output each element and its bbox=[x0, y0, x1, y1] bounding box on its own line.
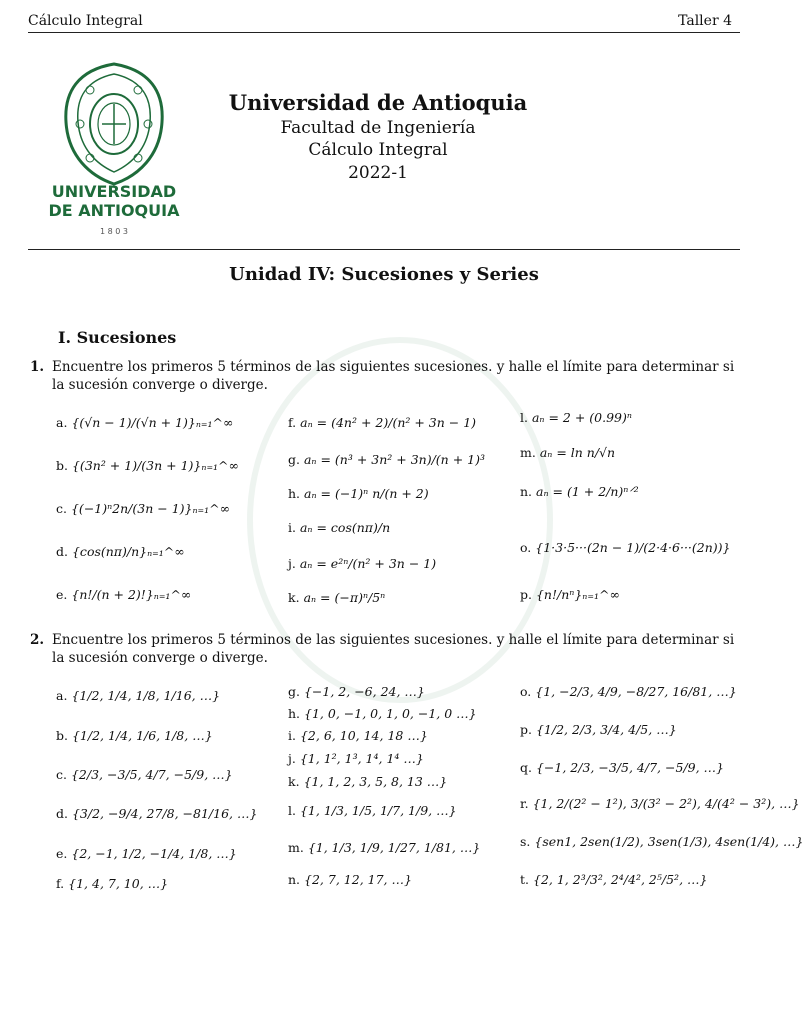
exercise-expression: aₙ = cos(nπ)/n bbox=[299, 520, 391, 535]
exercise-item bbox=[56, 846, 237, 861]
problem-statement: Encuentre los primeros 5 términos de las siguientes sucesiones. y halle el límite para determinar si la sucesión converge o diverge. bbox=[52, 359, 735, 393]
exercise-item bbox=[520, 872, 707, 887]
exercise-expression: {2, 6, 10, 14, 18 …} bbox=[299, 728, 428, 743]
exercise-expression: {n!/nⁿ}ₙ₌₁^∞ bbox=[535, 587, 620, 602]
exercise-expression: {1, 1/3, 1/9, 1/27, 1/81, …} bbox=[307, 840, 481, 855]
exercise-label: j. bbox=[288, 751, 296, 766]
exercise-item bbox=[56, 415, 233, 430]
exercise-label: n. bbox=[288, 872, 301, 887]
exercise-expression: {1, 2/(2² − 1²), 3/(3² − 2²), 4/(4² − 3²), …} bbox=[532, 796, 800, 811]
exercise-item bbox=[288, 556, 436, 571]
exercise-label: h. bbox=[288, 706, 301, 721]
problem-2 bbox=[30, 631, 742, 671]
institution-name: Universidad de Antioquia bbox=[228, 90, 528, 115]
exercise-expression: {2, 1, 2³/3², 2⁴/4², 2⁵/5², …} bbox=[533, 872, 708, 887]
exercise-expression: {1, 0, −1, 0, 1, 0, −1, 0 …} bbox=[304, 706, 477, 721]
exercise-item bbox=[288, 520, 390, 535]
exercise-label: c. bbox=[56, 767, 67, 782]
exercise-item bbox=[288, 728, 428, 743]
exercise-expression: {1, 4, 7, 10, …} bbox=[68, 876, 169, 891]
exercise-item bbox=[56, 767, 233, 782]
exercise-item bbox=[56, 728, 213, 743]
exercise-label: r. bbox=[520, 796, 529, 811]
exercise-label: m. bbox=[288, 840, 304, 855]
exercise-label: a. bbox=[56, 415, 68, 430]
exercise-item bbox=[288, 706, 477, 721]
exercise-label: t. bbox=[520, 872, 529, 887]
exercise-item bbox=[56, 544, 185, 559]
title-rule bbox=[28, 249, 740, 250]
exercise-item bbox=[56, 806, 257, 821]
exercise-label: f. bbox=[288, 415, 297, 430]
logo-text-line1: UNIVERSIDAD bbox=[51, 182, 177, 201]
problem-1 bbox=[30, 358, 742, 398]
exercise-item bbox=[520, 445, 615, 460]
exercise-label: i. bbox=[288, 728, 296, 743]
exercise-item bbox=[520, 834, 803, 849]
exercise-expression: {n!/(n + 2)!}ₙ₌₁^∞ bbox=[71, 587, 192, 602]
exercise-label: l. bbox=[288, 803, 296, 818]
exercise-expression: aₙ = e²ⁿ/(n² + 3n − 1) bbox=[299, 556, 437, 571]
exercise-label: a. bbox=[56, 688, 68, 703]
exercise-label: e. bbox=[56, 587, 68, 602]
running-header-left: Cálculo Integral bbox=[28, 13, 143, 29]
exercise-expression: {1/2, 2/3, 3/4, 4/5, …} bbox=[535, 722, 677, 737]
exercise-expression: {1, −2/3, 4/9, −8/27, 16/81, …} bbox=[535, 684, 737, 699]
exercise-label: g. bbox=[288, 684, 300, 699]
exercise-item bbox=[288, 840, 480, 855]
exercise-label: n. bbox=[520, 484, 533, 499]
exercise-expression: aₙ = (n³ + 3n² + 3n)/(n + 1)³ bbox=[303, 452, 485, 467]
exercise-expression: aₙ = (1 + 2/n)ⁿᐟ² bbox=[536, 484, 639, 499]
university-logo bbox=[50, 60, 178, 236]
exercise-item bbox=[56, 587, 191, 602]
exercise-label: s. bbox=[520, 834, 531, 849]
problem-number: 1. bbox=[30, 359, 45, 375]
course-name: Cálculo Integral bbox=[308, 140, 448, 160]
exercise-item bbox=[288, 872, 412, 887]
exercise-label: h. bbox=[288, 486, 301, 501]
exercise-item bbox=[288, 684, 425, 699]
exercise-item bbox=[520, 796, 800, 811]
problem-statement: Encuentre los primeros 5 términos de las siguientes sucesiones. y halle el límite para determinar si la sucesión converge o diverge. bbox=[52, 632, 735, 666]
exercise-item bbox=[288, 590, 385, 605]
problem-number: 2. bbox=[30, 632, 45, 648]
exercise-item bbox=[288, 774, 447, 789]
exercise-expression: {(√n − 1)/(√n + 1)}ₙ₌₁^∞ bbox=[71, 415, 234, 430]
exercise-expression: {3/2, −9/4, 27/8, −81/16, …} bbox=[71, 806, 258, 821]
exercise-item bbox=[288, 751, 424, 766]
exercise-expression: {1/2, 1/4, 1/6, 1/8, …} bbox=[71, 728, 213, 743]
exercise-item bbox=[520, 410, 632, 425]
exercise-expression: {1, 1/3, 1/5, 1/7, 1/9, …} bbox=[299, 803, 457, 818]
logo-text-line2: DE ANTIOQUIA bbox=[48, 201, 180, 220]
exercise-expression: {2, −1, 1/2, −1/4, 1/8, …} bbox=[71, 846, 237, 861]
logo-year: 1 8 0 3 bbox=[100, 227, 128, 236]
exercise-label: d. bbox=[56, 806, 68, 821]
exercise-expression: {cos(nπ)/n}ₙ₌₁^∞ bbox=[71, 544, 185, 559]
exercise-label: e. bbox=[56, 846, 68, 861]
exercise-label: b. bbox=[56, 458, 68, 473]
exercise-label: k. bbox=[288, 590, 300, 605]
exercise-label: g. bbox=[288, 452, 300, 467]
exercise-label: p. bbox=[520, 722, 532, 737]
exercise-expression: {2, 7, 12, 17, …} bbox=[304, 872, 412, 887]
exercise-label: b. bbox=[56, 728, 68, 743]
exercise-label: c. bbox=[56, 501, 67, 516]
exercise-label: j. bbox=[288, 556, 296, 571]
faculty-name: Facultad de Ingeniería bbox=[280, 118, 476, 138]
exercise-expression: {1/2, 1/4, 1/8, 1/16, …} bbox=[71, 688, 221, 703]
exercise-expression: {(3n² + 1)/(3n + 1)}ₙ₌₁^∞ bbox=[71, 458, 239, 473]
exercise-expression: {1, 1, 2, 3, 5, 8, 13 …} bbox=[303, 774, 448, 789]
exercise-expression: {−1, 2/3, −3/5, 4/7, −5/9, …} bbox=[535, 760, 724, 775]
exercise-item bbox=[288, 415, 476, 430]
exercise-item bbox=[56, 688, 220, 703]
exercise-expression: {sen1, 2sen(1/2), 3sen(1/3), 4sen(1/4), …} bbox=[534, 834, 803, 849]
exercise-expression: {1, 1², 1³, 1⁴, 1⁴ …} bbox=[299, 751, 424, 766]
exercise-item bbox=[520, 684, 737, 699]
exercise-label: f. bbox=[56, 876, 65, 891]
exercise-expression: aₙ = (−π)ⁿ/5ⁿ bbox=[303, 590, 386, 605]
exercise-label: i. bbox=[288, 520, 296, 535]
exercise-label: d. bbox=[56, 544, 68, 559]
exercise-label: k. bbox=[288, 774, 300, 789]
section-title: I. Sucesiones bbox=[58, 328, 177, 347]
exercise-label: p. bbox=[520, 587, 532, 602]
exercise-label: o. bbox=[520, 684, 532, 699]
exercise-item bbox=[56, 501, 230, 516]
exercise-expression: aₙ = ln n/√n bbox=[539, 445, 616, 460]
exercise-label: m. bbox=[520, 445, 536, 460]
exercise-item bbox=[288, 452, 485, 467]
exercise-item bbox=[520, 587, 620, 602]
exercise-item bbox=[520, 722, 677, 737]
exercise-expression: aₙ = 2 + (0.99)ⁿ bbox=[531, 410, 632, 425]
exercise-item bbox=[288, 803, 457, 818]
exercise-expression: aₙ = (−1)ⁿ n/(n + 2) bbox=[304, 486, 429, 501]
exercise-label: q. bbox=[520, 760, 532, 775]
exercise-expression: aₙ = (4n² + 2)/(n² + 3n − 1) bbox=[300, 415, 477, 430]
exercise-label: o. bbox=[520, 540, 532, 555]
exercise-expression: {2/3, −3/5, 4/7, −5/9, …} bbox=[70, 767, 233, 782]
header-rule bbox=[28, 32, 740, 33]
term: 2022-1 bbox=[348, 163, 408, 183]
exercise-expression: {(−1)ⁿ2n/(3n − 1)}ₙ₌₁^∞ bbox=[70, 501, 231, 516]
exercise-expression: {1·3·5···(2n − 1)/(2·4·6···(2n))} bbox=[535, 540, 731, 555]
exercise-item bbox=[56, 876, 168, 891]
exercise-item bbox=[520, 540, 731, 555]
exercise-item bbox=[520, 484, 639, 499]
exercise-item bbox=[288, 486, 429, 501]
unit-title: Unidad IV: Sucesiones y Series bbox=[229, 264, 539, 285]
exercise-item bbox=[520, 760, 724, 775]
running-header-right: Taller 4 bbox=[678, 13, 732, 29]
exercise-expression: {−1, 2, −6, 24, …} bbox=[303, 684, 425, 699]
exercise-item bbox=[56, 458, 239, 473]
exercise-label: l. bbox=[520, 410, 528, 425]
